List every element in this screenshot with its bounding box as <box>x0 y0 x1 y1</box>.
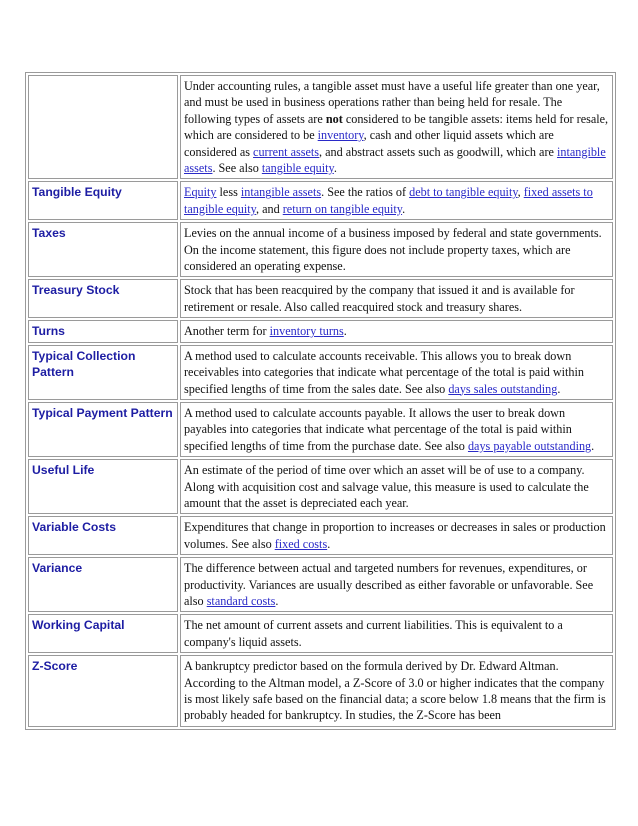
glossary-definition <box>180 557 613 612</box>
definition-text: . <box>327 536 331 551</box>
glossary-term <box>28 75 178 179</box>
definition-text: A method used to calculate accounts receivable. This allows you to break down receivables into categories that indicate what percentage of the total is paid within specified lengths of time from the sales date. See also <box>184 348 585 396</box>
glossary-row <box>28 279 613 318</box>
definition-link[interactable]: inventory <box>317 128 364 143</box>
glossary-term: Z-Score <box>28 655 178 727</box>
glossary-row <box>28 516 613 555</box>
glossary-term: Useful Life <box>28 459 178 514</box>
glossary-definition <box>180 655 613 727</box>
glossary-row <box>28 181 613 220</box>
glossary-definition <box>180 459 613 514</box>
glossary-definition <box>180 75 613 179</box>
glossary-term: Working Capital <box>28 614 178 653</box>
definition-bold-text: not <box>325 111 343 126</box>
definition-text: , and <box>255 201 283 216</box>
definition-text: , and abstract assets such as goodwill, which are <box>319 144 557 159</box>
glossary-term: Taxes <box>28 222 178 277</box>
definition-text: The difference between actual and targeted numbers for revenues, expenditures, or productivity. Variances are usually described as either favorable or unfavorable. See also <box>184 561 594 608</box>
definition-text: Under accounting rules, a tangible asset must have a useful life greater than one year, and must be used in business operations rather than being held for resale. The following types of assets are <box>184 79 600 126</box>
definition-text: . <box>591 438 595 453</box>
definition-text: . <box>557 381 561 396</box>
glossary-definition <box>180 320 613 342</box>
glossary-term: Turns <box>28 320 178 342</box>
definition-text: An estimate of the period of time over which an asset will be of use to a company. Along with acquisition cost and salvage value, this measure is used to calculate the amount that the asset is depreciated each year. <box>184 463 589 510</box>
definition-link[interactable]: current assets <box>253 144 320 159</box>
definition-text: A method used to calculate accounts payable. It allows the user to break down payables into categories that indicate what percentage of the total is paid within specified lengths of time from the purchase date. See also <box>184 405 572 453</box>
definition-link[interactable]: return on tangible equity <box>282 201 403 216</box>
definition-text: Another term for <box>184 324 270 339</box>
glossary-term: Variance <box>28 557 178 612</box>
glossary-term: Typical Collection Pattern <box>28 345 178 400</box>
glossary-row <box>28 614 613 653</box>
glossary-table <box>25 72 616 730</box>
glossary-row <box>28 402 613 457</box>
glossary-body <box>28 75 613 727</box>
definition-text: . See also <box>212 161 262 176</box>
definition-link[interactable]: days payable outstanding <box>467 438 592 453</box>
glossary-row <box>28 655 613 727</box>
glossary-row <box>28 459 613 514</box>
definition-text: . <box>402 201 406 216</box>
glossary-definition <box>180 516 613 555</box>
definition-link[interactable]: fixed assets to tangible equity <box>184 185 593 216</box>
definition-text: Expenditures that change in proportion to increases or decreases in sales or production volumes. See also <box>184 520 606 551</box>
definition-link[interactable]: standard costs <box>206 593 276 608</box>
glossary-definition <box>180 279 613 318</box>
definition-text: less <box>216 185 241 200</box>
definition-link[interactable]: tangible equity <box>261 161 334 176</box>
glossary-definition <box>180 614 613 653</box>
definition-link[interactable]: intangible assets <box>184 144 606 176</box>
definition-text: . <box>275 593 279 608</box>
glossary-definition <box>180 222 613 277</box>
definition-text: . <box>333 161 337 176</box>
definition-text: . <box>343 324 347 339</box>
glossary-row <box>28 345 613 400</box>
definition-link[interactable]: debt to tangible equity <box>409 185 518 200</box>
definition-text: considered to be tangible assets: items held for resale, which are considered to be <box>184 111 609 143</box>
definition-link[interactable]: fixed costs <box>274 536 328 551</box>
glossary-term: Typical Payment Pattern <box>28 402 178 457</box>
glossary-term: Variable Costs <box>28 516 178 555</box>
glossary-definition <box>180 181 613 220</box>
definition-text: , cash and other liquid assets which are considered as <box>184 128 554 159</box>
definition-text: The net amount of current assets and current liabilities. This is equivalent to a company's liquid assets. <box>184 618 563 649</box>
glossary-row <box>28 222 613 277</box>
definition-text: A bankruptcy predictor based on the formula derived by Dr. Edward Altman. According to the Altman model, a Z-Score of 3.0 or higher indicates that the company is most likely safe based on the financial data; a score below 1.8 means that the firm is probably headed for bankruptcy. In studies, the Z-Score has been <box>184 659 606 723</box>
definition-link[interactable]: intangible assets <box>240 185 322 200</box>
glossary-term: Treasury Stock <box>28 279 178 318</box>
definition-text: Levies on the annual income of a business imposed by federal and state governments. On the income statement, this figure does not include property taxes, which are considered an operating expense. <box>184 226 602 274</box>
definition-text: Stock that has been reacquired by the company that issued it and is available for retirement or resale. Also called reacquired stock and treasury shares. <box>184 283 575 314</box>
glossary-term: Tangible Equity <box>28 181 178 220</box>
glossary-definition <box>180 402 613 457</box>
definition-link[interactable]: inventory turns <box>269 324 344 339</box>
definition-link[interactable]: days sales outstanding <box>448 381 558 396</box>
definition-text: , <box>517 185 524 200</box>
definition-link[interactable]: Equity <box>184 185 217 200</box>
glossary-row <box>28 320 613 342</box>
glossary-row <box>28 75 613 179</box>
glossary-definition <box>180 345 613 400</box>
definition-text: . See the ratios of <box>321 185 410 200</box>
glossary-row <box>28 557 613 612</box>
